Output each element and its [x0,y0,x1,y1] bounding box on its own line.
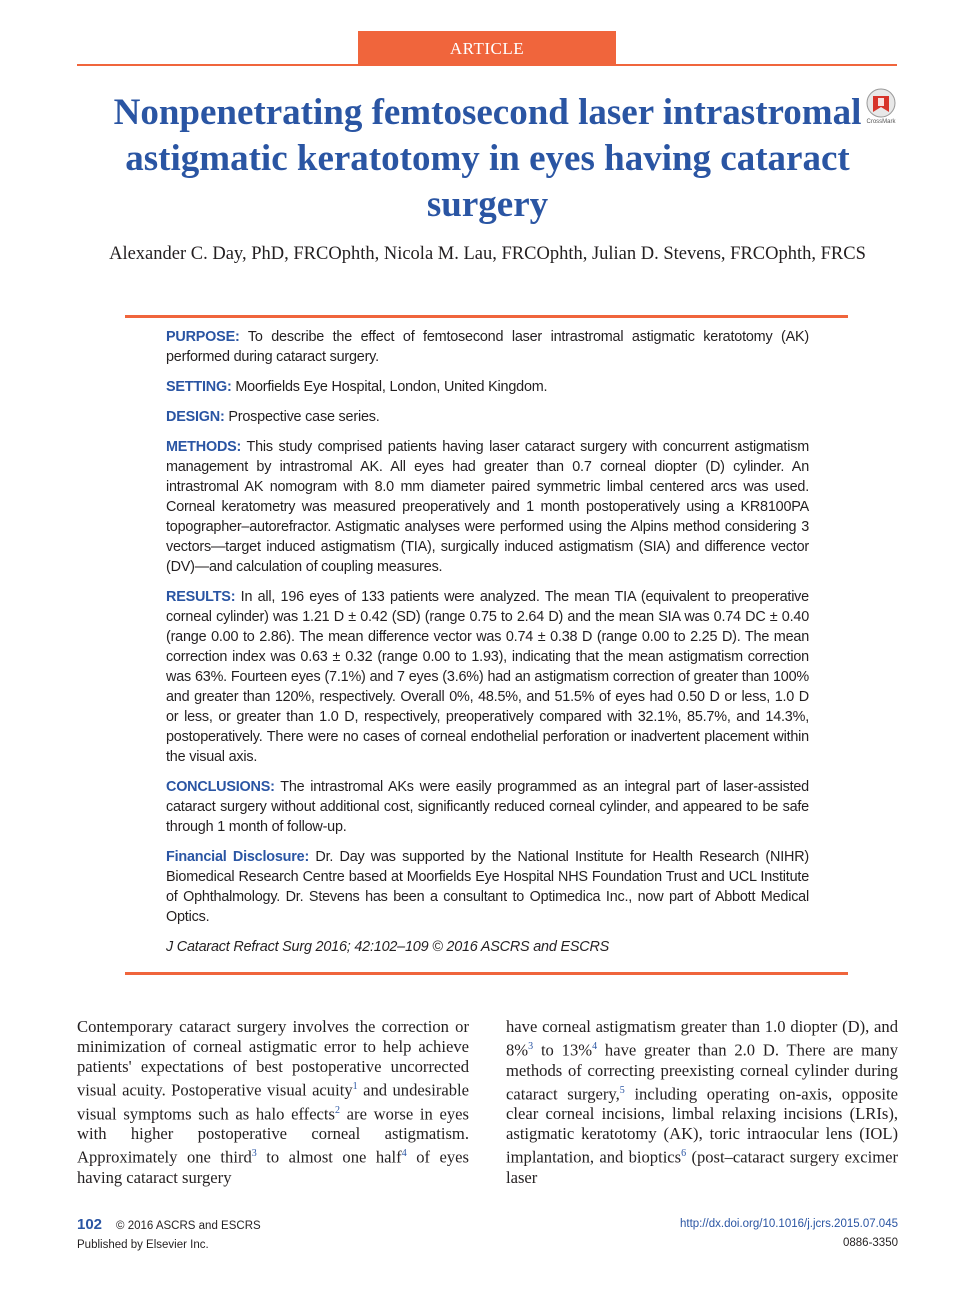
page-number: 102 [77,1216,103,1233]
journal-citation: J Cataract Refract Surg 2016; 42:102–109 © 2016 ASCRS and ESCRS [166,939,610,955]
publisher-line: Published by Elsevier Inc. [77,1239,209,1251]
article-type-tab: ARTICLE [358,31,616,65]
header-rule [77,64,897,66]
conclusions-text: The intrastromal AKs were easily programmed as an integral part of laser-assisted cataract surgery without additional cost, significantly reduced corneal cylinder, and appeared to be safe through 1 month of follow-up. [166,779,809,835]
reference-link[interactable]: 4 [401,1148,407,1160]
setting-text: Moorfields Eye Hospital, London, United Kingdom. [231,379,548,395]
design-label: DESIGN: [166,409,225,425]
body-text: including operating on-axis, opposite clear corneal incisions, limbal relaxing incisions (LRIs), astigmatic keratotomy (AK), toric intraocular lens (IOL) implantation, and bioptics [506,1084,898,1167]
author-list: Alexander C. Day, PhD, FRCOphth, Nicola M. Lau, FRCOphth, Julian D. Stevens, FRCOphth, FRCS [109,244,866,264]
setting-label: SETTING: [166,379,232,395]
doi-link[interactable]: http://dx.doi.org/10.1016/j.jcrs.2015.07.045 [679,1218,898,1230]
reference-link[interactable]: 3 [528,1041,534,1052]
abstract [166,327,809,967]
methods-text: This study comprised patients having laser cataract surgery with concurrent astigmatism management by intrastromal AK. All eyes had greater than 0.7 corneal diopter (D) cylinder. An intrastromal AK nomogram with 8.0 mm diameter paired symmetric limbal centered arcs was used. Corneal keratometry was measured preoperatively and 1 month postoperatively using a KR8100PA topographer–autorefractor. Astigmatic analyses were performed using the Alpins method considering 3 vectors—target induced astigmatism (TIA), surgically induced astigmatism (SIA) and difference vector (DV)—and calculation of coupling measures. [166,439,809,575]
design-text: Prospective case series. [224,409,380,425]
methods-label: METHODS: [166,439,242,455]
issn: 0886-3350 [843,1237,898,1249]
results-label: RESULTS: [166,589,236,605]
article-title: Nonpenetrating femtosecond laser intrastromal astigmatic keratotomy in eyes having cataract surgery [113,92,862,225]
results-text: In all, 196 eyes of 133 patients were analyzed. The mean TIA (equivalent to preoperative corneal cylinder) was 1.21 D ± 0.42 (SD) (range 0.75 to 2.64 D) and the mean SIA was 0.74 DC ± 0.40 (range 0.00 to 2.86). The mean difference vector was 0.74 ± 0.38 D (range 0.00 to 2.25 D). The mean correction index was 0.63 ± 0.32 (range 0.00 to 1.93), indicating that the mean astigmatism correction was 63%. Fourteen eyes (7.1%) and 7 eyes (3.6%) had an astigmatism correction of greater than 100% and greater than 120%, respectively. Overall 0%, 48.5%, and 51.5% of eyes had 0.50 D or less, 1.0 D or less, or greater than 1.0 D, respectively, preoperatively compared with 32.1%, 85.7%, and 14.3%, postoperatively. There were no cases of corneal endothelial perforation or inadvertent placement within the visual axis. [166,589,809,765]
abstract-disclosure [166,847,809,927]
purpose-text: To describe the effect of femtosecond laser intrastromal astigmatic keratotomy (AK) performed during cataract surgery. [166,329,809,365]
footer-left [77,1215,261,1255]
body-text: to almost one half [256,1147,402,1167]
conclusions-label: CONCLUSIONS: [166,779,275,795]
body-column-left [77,1017,469,1188]
footer-right [680,1215,898,1253]
reference-link[interactable]: 2 [335,1104,340,1116]
abstract-bottom-rule [125,972,848,975]
disclosure-label: Financial Disclosure: [166,849,310,865]
body-text: have corneal astigmatism greater than 1.0 diopter (D), and 8% [506,1017,898,1060]
body-text: of eyes having cataract surgery [77,1147,469,1187]
abstract-methods [166,437,809,577]
copyright-notice: © 2016 ASCRS and ESCRS [116,1220,261,1232]
body-text: are worse in eyes with higher postoperative corneal astigmatism. Approximately one third [77,1104,469,1167]
disclosure-text: Dr. Day was supported by the National Institute for Health Research (NIHR) Biomedical Research Centre based at Moorfields Eye Hospital NHS Foundation Trust and UCL Institute of Ophthalmology. Dr. Stevens has been a consultant to Optimedica Inc., now part of Abbott Medical Optics. [166,849,809,925]
crossmark-badge[interactable] [862,88,900,128]
reference-link[interactable]: 1 [352,1081,358,1092]
body-text: Contemporary cataract surgery involves the correction or minimization of corneal astigmatic error to help achieve patients' expectations of best postoperative uncorrected visual acuity. Postoperative visual acuity [77,1017,469,1100]
reference-link[interactable]: 4 [592,1041,598,1052]
reference-link[interactable]: 6 [681,1148,687,1160]
abstract-purpose [166,327,809,367]
abstract-design [166,407,809,427]
body-text: have greater than 2.0 D. There are many methods of correcting preexisting corneal cylinder during cataract surgery, [506,1040,898,1104]
abstract-top-rule [125,315,848,318]
crossmark-label: CrossMark [866,119,896,125]
body-column-right [506,1017,898,1188]
reference-link[interactable]: 5 [619,1084,625,1096]
body-text: (post–cataract surgery excimer laser [506,1147,899,1187]
body-text: and undesirable visual symptoms such as halo effects [77,1080,469,1124]
abstract-results [166,587,809,767]
abstract-setting [166,377,809,397]
abstract-conclusions [166,777,809,837]
reference-link[interactable]: 3 [251,1148,257,1160]
purpose-label: PURPOSE: [166,329,240,345]
body-text: to 13% [533,1040,593,1060]
crossmark-icon [862,88,900,120]
